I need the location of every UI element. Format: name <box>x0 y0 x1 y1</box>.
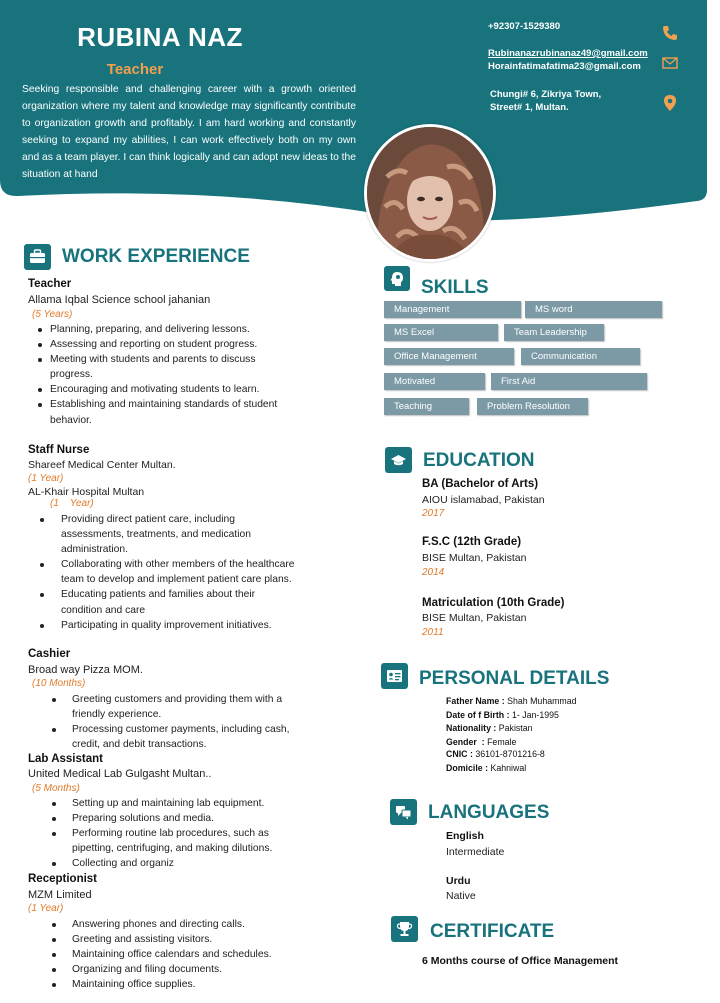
personal-row-nationality <box>446 723 533 733</box>
languages-heading: LANGUAGES <box>428 802 550 823</box>
brain-head-icon <box>389 271 405 287</box>
language-level: Native <box>446 890 476 902</box>
personal-label: Gender : <box>446 737 488 747</box>
skill-tag: MS Excel <box>384 324 498 341</box>
job-company-staff-nurse: Shareef Medical Center Multan. <box>28 459 176 471</box>
profile-summary: Seeking responsible and challenging career with a growth oriented organization where my talent and knowledge may significantly contribute to organization growth and profitably. I am hard working and constantly seeking to expand my abilities, I can work effectively both on my own and as a team player. I can think logically and can adopt new ideas to the situation at hand <box>22 84 356 180</box>
address <box>490 88 640 114</box>
duty-item-continued: pipetting, centrifuging, and making dilutions. <box>72 843 273 855</box>
job-period-lab-assistant: (5 Months) <box>32 783 80 794</box>
personal-details-heading: PERSONAL DETAILS <box>419 668 610 689</box>
graduation-cap-icon <box>390 452 407 468</box>
duty-item: Answering phones and directing calls. <box>50 917 340 932</box>
profile-photo <box>364 124 496 262</box>
skill-tag: Teaching <box>384 398 469 415</box>
education-year: 2017 <box>422 508 445 519</box>
education-institute: BISE Multan, Pakistan <box>422 552 527 564</box>
duty-item: Maintaining office supplies. <box>50 977 340 992</box>
language-name: English <box>446 830 484 842</box>
personal-value: 1- Jan-1995 <box>511 710 559 720</box>
location-icon <box>663 94 677 112</box>
duty-item-continued: credit, and debit transactions. <box>72 739 207 751</box>
personal-row-father-name <box>446 696 577 706</box>
skill-tag: Office Management <box>384 348 514 365</box>
languages-section-icon <box>390 799 417 825</box>
duty-item: Maintaining office calendars and schedules. <box>50 947 340 962</box>
education-institute: BISE Multan, Pakistan <box>422 612 527 624</box>
job-period-cashier: (10 Months) <box>32 678 86 689</box>
education-heading: EDUCATION <box>423 450 535 471</box>
skill-tag: Management <box>384 301 521 318</box>
job-period-staff-nurse: (1 Year) <box>28 473 64 484</box>
language-level: Intermediate <box>446 846 505 858</box>
personal-label: Father Name : <box>446 696 508 706</box>
address-line-2: Street# 1, Multan. <box>490 102 569 113</box>
skill-tag: First Aid <box>491 373 647 390</box>
email-address-2[interactable]: Horainfatimafatima23@gmail.com <box>488 61 641 72</box>
phone-number: +92307-1529380 <box>488 21 561 32</box>
duty-item-continued: progress. <box>50 369 93 381</box>
personal-row-dob <box>446 710 559 720</box>
job-duties-receptionist <box>50 917 340 992</box>
candidate-role: Teacher <box>106 61 164 78</box>
certificate-heading: CERTIFICATE <box>430 921 555 942</box>
duty-item: Planning, preparing, and delivering lessons. <box>38 322 338 337</box>
job-title-staff-nurse: Staff Nurse <box>28 444 90 456</box>
personal-value: 36101-8701216-8 <box>475 749 545 759</box>
duty-item: Providing direct patient care, including <box>38 512 338 527</box>
email-address-1[interactable]: Rubinanazrubinanaz49@gmail.com <box>488 48 648 59</box>
duty-item: Collaborating with other members of the healthcare <box>38 557 338 572</box>
phone-icon <box>662 25 678 41</box>
job-duties-teacher <box>38 322 338 428</box>
certificate-section-icon <box>391 916 418 942</box>
duty-item-continued: administration. <box>61 544 128 556</box>
work-experience-section-icon <box>24 244 51 270</box>
duty-item: Greeting and assisting visitors. <box>50 932 340 947</box>
personal-label: CNIC : <box>446 749 476 759</box>
personal-row-gender <box>446 737 516 747</box>
duty-item: Performing routine lab procedures, such as <box>50 826 340 841</box>
education-section-icon <box>385 447 412 473</box>
job-period-staff-nurse-2: (1 Year) <box>50 498 94 509</box>
job-title-receptionist: Receptionist <box>28 873 98 885</box>
job-company-teacher: Allama Iqbal Science school jahanian <box>28 294 211 306</box>
chat-bubbles-icon <box>395 804 412 820</box>
education-year: 2011 <box>422 627 444 638</box>
duty-item: Meeting with students and parents to discuss <box>38 352 338 367</box>
job-duties-lab-assistant <box>50 796 340 871</box>
education-degree: BA (Bachelor of Arts) <box>422 478 539 490</box>
duty-item-continued: behavior. <box>50 414 92 426</box>
skill-tag: MS word <box>525 301 662 318</box>
personal-value: Female <box>487 737 517 747</box>
skill-tag: Team Leadership <box>504 324 604 341</box>
skill-tag: Motivated <box>384 373 485 390</box>
language-name: Urdu <box>446 875 471 887</box>
duty-item-continued: friendly experience. <box>72 709 162 721</box>
skill-tag: Communication <box>521 348 640 365</box>
id-card-icon <box>386 668 403 684</box>
duty-item: Assessing and reporting on student progress. <box>38 337 338 352</box>
job-title-lab-assistant: Lab Assistant <box>28 753 103 765</box>
address-line-1: Chungi# 6, Zikriya Town, <box>490 89 602 100</box>
personal-value: Pakistan <box>498 723 533 733</box>
duty-item: Organizing and filing documents. <box>50 962 340 977</box>
work-experience-heading: WORK EXPERIENCE <box>62 246 250 267</box>
job-company-lab-assistant: United Medical Lab Gulgasht Multan.. <box>28 768 212 780</box>
skills-section-icon <box>384 266 410 291</box>
education-year: 2014 <box>422 567 445 578</box>
certificate-item: 6 Months course of Office Management <box>422 955 619 967</box>
personal-label: Nationality : <box>446 723 499 733</box>
skill-tag: Problem Resolution <box>477 398 588 415</box>
education-institute: AIOU islamabad, Pakistan <box>422 494 545 506</box>
job-title-cashier: Cashier <box>28 648 71 660</box>
job-company-receptionist: MZM Limited <box>28 889 92 901</box>
duty-item: Educating patients and families about their <box>38 587 338 602</box>
duty-item: Processing customer payments, including cash, <box>50 722 340 737</box>
personal-label: Domicile : <box>446 763 491 773</box>
personal-row-domicile <box>446 763 526 773</box>
candidate-name: RUBINA NAZ <box>77 22 243 52</box>
duty-item-continued: assessments, treatments, and medication <box>61 529 252 541</box>
skills-heading: SKILLS <box>421 277 489 298</box>
duty-item-continued: condition and care <box>61 604 146 616</box>
personal-details-section-icon <box>381 663 408 689</box>
duty-item: Encouraging and motivating students to learn. <box>38 382 338 397</box>
briefcase-icon <box>29 249 46 265</box>
job-period-teacher: (5 Years) <box>32 309 73 320</box>
personal-row-cnic <box>446 749 545 759</box>
duty-item: Preparing solutions and media. <box>50 811 340 826</box>
job-company-cashier: Broad way Pizza MOM. <box>28 664 143 676</box>
duty-item: Participating in quality improvement initiatives. <box>38 618 338 633</box>
job-company-staff-nurse-2: AL-Khair Hospital Multan <box>28 486 145 498</box>
personal-label: Date of f Birth : <box>446 710 512 720</box>
duty-item: Setting up and maintaining lab equipment. <box>50 796 340 811</box>
personal-value: Kahniwal <box>490 763 527 773</box>
job-title-teacher: Teacher <box>28 278 72 290</box>
duty-item: Collecting and organiz <box>50 856 340 871</box>
email-icon <box>662 57 678 69</box>
job-period-receptionist: (1 Year) <box>28 903 64 914</box>
education-degree: Matriculation (10th Grade) <box>422 597 565 609</box>
education-degree: F.S.C (12th Grade) <box>422 536 522 548</box>
duty-item-continued: team to develop and implement patient care plans. <box>61 574 292 586</box>
duty-item: Establishing and maintaining standards of student <box>38 397 338 412</box>
job-duties-cashier <box>50 692 340 752</box>
duty-item: Greeting customers and providing them with a <box>50 692 340 707</box>
trophy-icon <box>396 921 413 937</box>
personal-value: Shah Muhammad <box>507 696 577 706</box>
job-duties-staff-nurse <box>38 512 338 633</box>
